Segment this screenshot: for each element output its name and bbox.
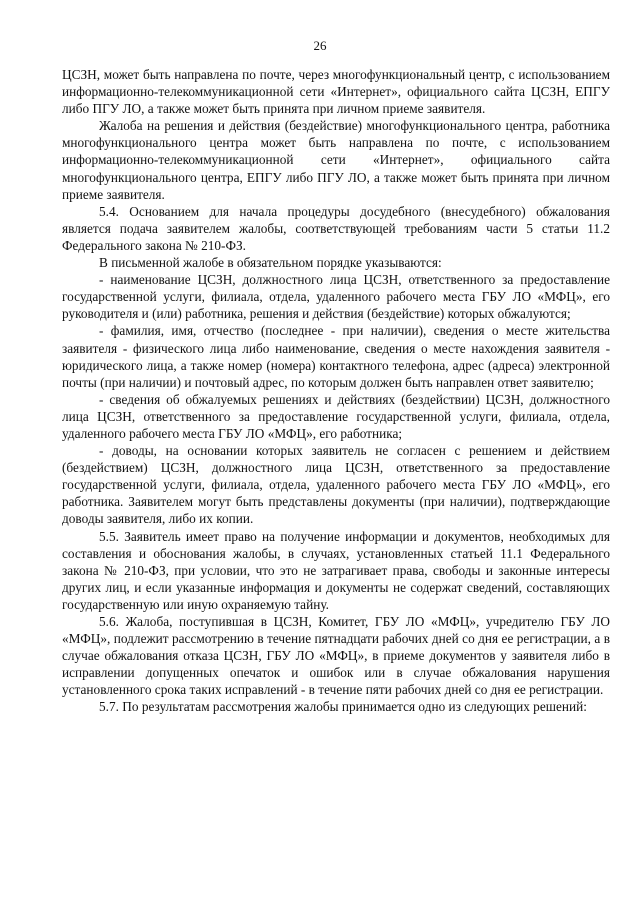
paragraph: Жалоба на решения и действия (бездействие) многофункционального центра, работника многофункционального центра может быть направлена по почте, с использованием информационно-телекоммуникационной сети «Интернет», официального сайта многофункционального центра, ЕПГУ либо ПГУ ЛО, а также может быть принята при личном приеме заявителя.: [62, 118, 610, 202]
paragraph: 5.6. Жалоба, поступившая в ЦСЗН, Комитет, ГБУ ЛО «МФЦ», учредителю ГБУ ЛО «МФЦ», подлежит рассмотрению в течение пятнадцати рабочих дней со дня ее регистрации, а в случае обжалования отказа ЦСЗН, ГБУ ЛО «МФЦ», в приеме документов у заявителя либо в исправлении допущенных опечаток и ошибок или в случае обжалования нарушения установленного срока таких исправлений - в течение пяти рабочих дней со дня ее регистрации.: [62, 614, 610, 698]
paragraph: - доводы, на основании которых заявитель не согласен с решением и действием (бездействием) ЦСЗН, должностного лица ЦСЗН, ответственного за предоставление государственной услуги, филиала, отдела, удаленного рабочего места ГБУ ЛО «МФЦ», его работника. Заявителем могут быть представлены документы (при наличии), подтверждающие доводы заявителя, либо их копии.: [62, 443, 610, 527]
document-body: [62, 66, 610, 716]
paragraph: - фамилия, имя, отчество (последнее - при наличии), сведения о месте жительства заявителя - физического лица либо наименование, сведения о месте нахождения заявителя - юридического лица, а также номер (номера) контактного телефона, адрес (адреса) электронной почты (при наличии) и почтовый адрес, по которым должен быть направлен ответ заявителю;: [62, 323, 610, 390]
paragraph: В письменной жалобе в обязательном порядке указываются:: [99, 255, 442, 271]
paragraph: - сведения об обжалуемых решениях и действиях (бездействии) ЦСЗН, должностного лица ЦСЗН, ответственного за предоставление государственной услуги, филиала, отдела, удаленного рабочего места ГБУ ЛО «МФЦ», его работника;: [62, 391, 610, 441]
paragraph: 5.4. Основанием для начала процедуры досудебного (внесудебного) обжалования является подача заявителем жалобы, соответствующей требованиям части 5 статьи 11.2 Федерального закона № 210-ФЗ.: [62, 203, 610, 253]
page-number: 26: [313, 38, 327, 53]
paragraph: 5.5. Заявитель имеет право на получение информации и документов, необходимых для составления и обоснования жалобы, в случаях, установленных статьей 11.1 Федерального закона № 210-ФЗ, при условии, что это не затрагивает права, свободы и законные интересы других лиц, и если указанные информация и документы не содержат сведений, составляющих государственную или иную охраняемую тайну.: [62, 528, 610, 612]
paragraph: 5.7. По результатам рассмотрения жалобы принимается одно из следующих решений:: [99, 699, 587, 715]
paragraph: ЦСЗН, может быть направлена по почте, через многофункциональный центр, с использованием информационно-телекоммуникационной сети «Интернет», официального сайта ЦСЗН, ЕПГУ либо ПГУ ЛО, а также может быть принята при личном приеме заявителя.: [62, 67, 610, 117]
paragraph: - наименование ЦСЗН, должностного лица ЦСЗН, ответственного за предоставление государственной услуги, филиала, отдела, удаленного рабочего места ГБУ ЛО «МФЦ», его руководителя и (или) работника, решения и действия (бездействие) которых обжалуются;: [62, 272, 610, 322]
